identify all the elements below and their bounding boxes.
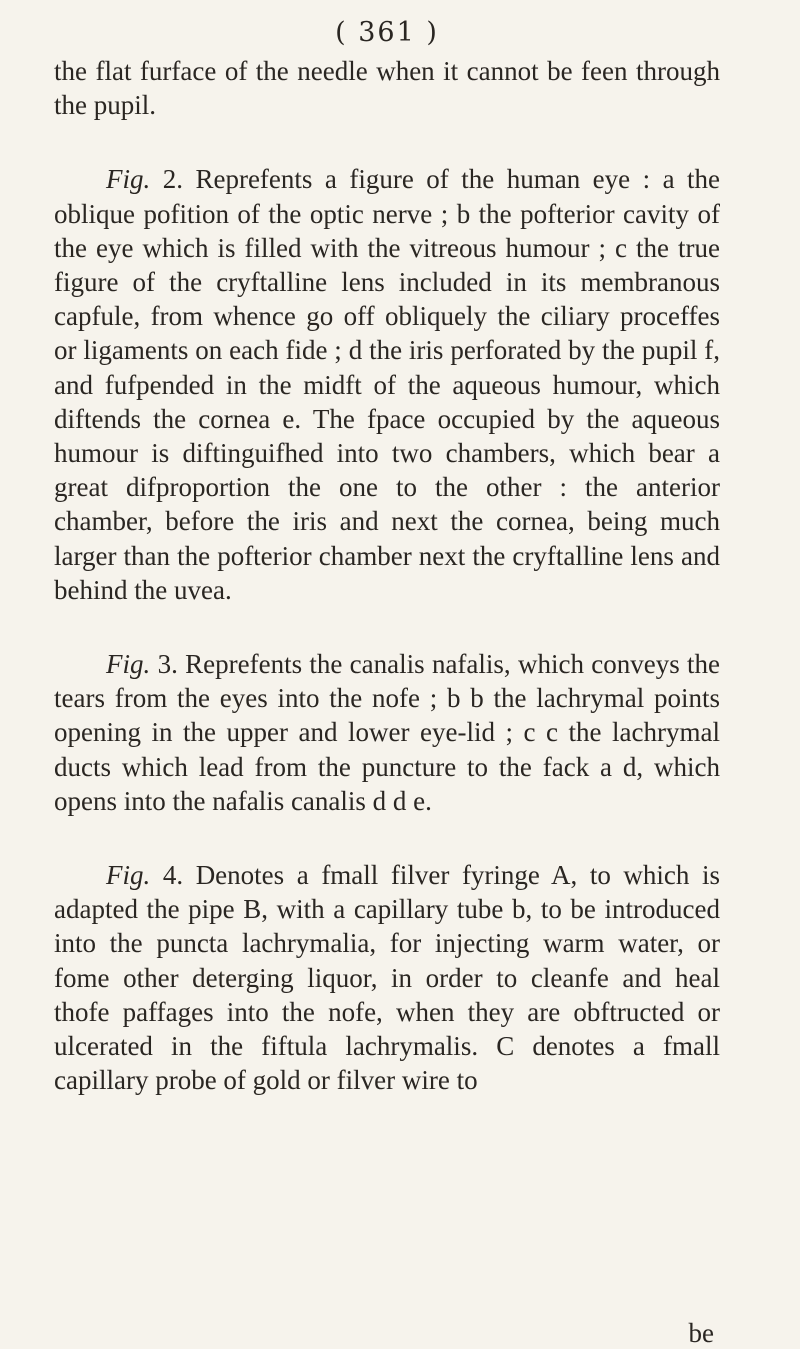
catchword: be — [688, 1318, 714, 1348]
fig-2-label: Fig. — [106, 164, 151, 195]
fig-2-paragraph — [54, 162, 720, 607]
fig-2-number: 2. — [162, 164, 183, 195]
fig-3-paragraph — [54, 647, 720, 818]
opening-text: the flat furface of the needle when it cannot be feen through the pupil. — [54, 56, 720, 121]
fig-4-label: Fig. — [106, 860, 151, 891]
fig-3-text: Reprefents the canalis nafalis, which conveys the tears from the eyes into the nofe ; b b the lachrymal points opening in the upper and lower eye-lid ; c c the lachrymal ducts which lead from the puncture to the fack a d, which opens into the nafalis canalis d d e. — [54, 649, 721, 816]
fig-4-text: Denotes a fmall filver fyringe A, to which is adapted the pipe B, with a capillary tube b, to be introduced into the puncta lachrymalia, for injecting warm water, or fome other deterging liquor, in order to cleanfe and heal thofe paffages into the nofe, when they are obftructed or ulcerated in the fiftula lachrymalis. C denotes a fmall capillary probe of gold or filver wire to — [54, 860, 721, 1096]
fig-4-paragraph — [54, 858, 720, 1097]
fig-2-text: Reprefents a figure of the human eye : a the oblique pofition of the optic nerve ; b the pofterior cavity of the eye which is filled with the vitreous humour ; c the true figure of the cryftalline lens included in its membranous capfule, from whence go off obliquely the ciliary proceffes or ligaments on each fide ; d the iris perforated by the pupil f, and fufpended in the midft of the aqueous humour, which diftends the cornea e. The fpace occupied by the aqueous humour is diftinguifhed into two chambers, which bear a great difproportion the one to the other : the anterior chamber, before the iris and next the cornea, being much larger than the pofterior chamber next the cryftalline lens and behind the uvea. — [54, 164, 721, 605]
page-number: ( 361 ) — [335, 17, 439, 48]
fig-4-number: 4. — [162, 860, 184, 891]
fig-3-number: 3. — [157, 649, 178, 680]
fig-3-label: Fig. — [106, 649, 151, 680]
